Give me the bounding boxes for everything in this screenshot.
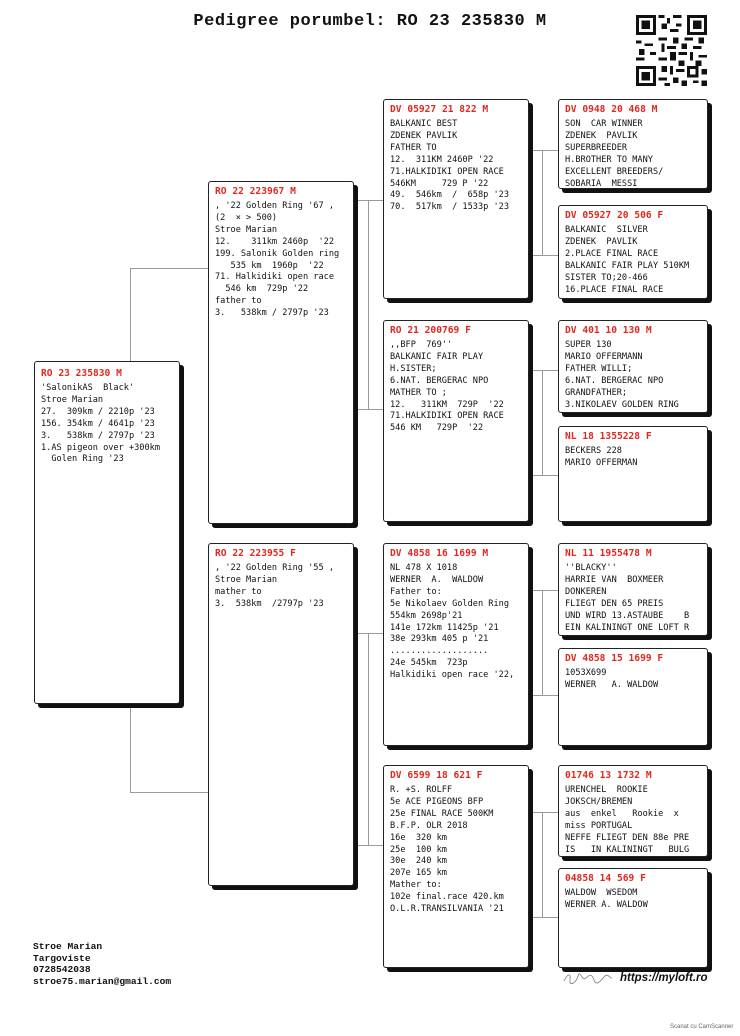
pedigree-line: ZDENEK PAVLIK bbox=[565, 130, 638, 141]
website-link[interactable]: https://myloft.ro bbox=[620, 972, 708, 984]
pedigree-line: , '22 Golden Ring '55 , bbox=[215, 563, 334, 573]
connector-line bbox=[542, 590, 543, 695]
connector-line bbox=[542, 812, 543, 917]
card-text bbox=[565, 785, 701, 856]
pedigree-line: ,,BFP 769'' bbox=[390, 340, 453, 350]
pedigree-line: SUPER 130 bbox=[565, 340, 612, 350]
pedigree-line: 25e 100 km bbox=[390, 844, 447, 855]
pedigree-line: SISTER TO;20-466 bbox=[565, 272, 648, 283]
pedigree-line: aus enkel Rookie x bbox=[565, 808, 679, 819]
card-text bbox=[565, 225, 701, 296]
ring-number: DV 4858 16 1699 M bbox=[390, 548, 489, 559]
owner-name: Stroe Marian bbox=[33, 941, 103, 952]
pedigree-line: BALKANIC BEST bbox=[390, 119, 458, 129]
connector-line bbox=[542, 370, 543, 475]
pedigree-line: 71. Halkidiki open race bbox=[215, 272, 334, 283]
connector-line bbox=[530, 695, 558, 696]
pedigree-line: R. +S. ROLFF bbox=[390, 785, 453, 795]
owner-contact bbox=[33, 941, 171, 987]
card-text bbox=[565, 340, 701, 411]
connector-line bbox=[530, 370, 558, 371]
pedigree-line: 1.AS pigeon over +300km bbox=[41, 442, 160, 453]
card-text bbox=[390, 119, 522, 214]
pedigree-line: H.SISTER; bbox=[390, 363, 437, 374]
card-sire[interactable] bbox=[208, 181, 354, 524]
ring-number: DV 6599 18 621 F bbox=[390, 770, 483, 781]
connector-line bbox=[530, 917, 558, 918]
pedigree-line: 6.NAT. BERGERAC NPO bbox=[565, 375, 664, 386]
pedigree-line: SOBARIA MESSI bbox=[565, 178, 638, 189]
pedigree-line: 102e final.race 420.km bbox=[390, 892, 504, 903]
ring-number: 04858 14 569 F bbox=[565, 873, 646, 884]
ring-number: DV 401 10 130 M bbox=[565, 325, 652, 336]
connector-line bbox=[530, 150, 558, 151]
pedigree-line: 3. 538km /2797p '23 bbox=[215, 598, 324, 609]
pedigree-line: URENCHEL ROOKIE bbox=[565, 785, 648, 795]
card-text bbox=[215, 201, 347, 320]
pedigree-line: miss PORTUGAL bbox=[565, 820, 633, 831]
pedigree-line: GRANDFATHER; bbox=[565, 387, 628, 398]
qr-code-icon[interactable] bbox=[636, 15, 707, 86]
card-dd-dam[interactable] bbox=[558, 868, 708, 968]
pedigree-line: 16.PLACE FINAL RACE bbox=[565, 284, 664, 295]
pedigree-line: 141e 172km 11425p '21 bbox=[390, 622, 499, 633]
connector-line bbox=[355, 200, 383, 201]
pedigree-line: H.BROTHER TO MANY bbox=[565, 154, 653, 165]
pedigree-line: 1053X699 bbox=[565, 668, 607, 678]
pedigree-line: 5e ACE PIGEONS BFP bbox=[390, 796, 484, 807]
pedigree-line: 207e 165 km bbox=[390, 868, 447, 879]
card-ds-dam[interactable] bbox=[558, 648, 708, 746]
pedigree-line: 554km 2698p'21 bbox=[390, 610, 463, 621]
pedigree-line: 2.PLACE FINAL RACE bbox=[565, 248, 659, 259]
connector-line bbox=[368, 633, 369, 845]
pedigree-line: 38e 293km 405 p '21 bbox=[390, 634, 489, 645]
pedigree-line: B.F.P. OLR 2018 bbox=[390, 820, 468, 831]
pedigree-line: NEFFE FLIEGT DEN 88e PRE bbox=[565, 832, 690, 843]
connector-line bbox=[530, 812, 558, 813]
pedigree-line: SUPERBREEDER bbox=[565, 142, 628, 153]
pedigree-line: ZDENEK PAVLIK bbox=[565, 236, 638, 247]
pedigree-line: Golen Ring '23 bbox=[41, 454, 124, 465]
connector-line bbox=[130, 792, 208, 793]
ring-number: DV 4858 15 1699 F bbox=[565, 653, 664, 664]
pedigree-line: SON CAR WINNER bbox=[565, 119, 643, 129]
connector-line bbox=[355, 409, 383, 410]
card-subject[interactable] bbox=[34, 361, 180, 704]
pedigree-line: 30e 240 km bbox=[390, 856, 447, 867]
pedigree-line: 12. 311KM 2460P '22 bbox=[390, 154, 494, 165]
pedigree-line: father to bbox=[215, 296, 262, 307]
card-ss-sire[interactable] bbox=[558, 99, 708, 189]
card-text bbox=[565, 563, 701, 634]
ring-number: RO 22 223955 F bbox=[215, 548, 296, 559]
card-text bbox=[390, 563, 522, 682]
pedigree-line: 12. 311km 2460p '22 bbox=[215, 236, 334, 247]
card-sire-dam[interactable] bbox=[383, 320, 529, 522]
connector-line bbox=[130, 268, 208, 269]
pedigree-line: BALKANIC FAIR PLAY 510KM bbox=[565, 260, 690, 271]
pedigree-line: Mather to: bbox=[390, 880, 442, 891]
connector-line bbox=[355, 845, 383, 846]
pedigree-line: WERNER A. WALDOW bbox=[565, 899, 648, 910]
connector-line bbox=[530, 475, 558, 476]
pedigree-line: WERNER A. WALDOW bbox=[390, 574, 484, 585]
ring-number: RO 22 223967 M bbox=[215, 186, 296, 197]
ring-number: NL 18 1355228 F bbox=[565, 431, 652, 442]
card-text bbox=[390, 785, 522, 916]
connector-line bbox=[355, 633, 383, 634]
ring-number: NL 11 1955478 M bbox=[565, 548, 652, 559]
pedigree-line: mather to bbox=[215, 586, 262, 597]
ring-number: 01746 13 1732 M bbox=[565, 770, 652, 781]
pedigree-line: IS IN KALININGT BULG bbox=[565, 844, 690, 855]
pedigree-line: Stroe Marian bbox=[215, 574, 278, 585]
pedigree-line: Stroe Marian bbox=[215, 224, 278, 235]
pedigree-line: 71.HALKIDIKI OPEN RACE bbox=[390, 411, 504, 422]
pedigree-line: O.L.R.TRANSILVANIA '21 bbox=[390, 904, 504, 915]
pedigree-line: BALKANIC SILVER bbox=[565, 225, 648, 235]
pedigree-line: 5e Nikolaev Golden Ring bbox=[390, 598, 509, 609]
card-dam-sire[interactable] bbox=[383, 543, 529, 746]
card-dd-sire[interactable] bbox=[558, 765, 708, 857]
pedigree-line: NL 478 X 1018 bbox=[390, 563, 458, 573]
pedigree-line: 546 km 729p '22 bbox=[215, 284, 309, 295]
pedigree-line: 3. 538km / 2797p '23 bbox=[41, 430, 155, 441]
pedigree-line: , '22 Golden Ring '67 , bbox=[215, 201, 334, 211]
pedigree-line: 70. 517km / 1533p '23 bbox=[390, 202, 509, 213]
signature-icon bbox=[562, 970, 614, 986]
card-sire-sire[interactable] bbox=[383, 99, 529, 299]
card-text bbox=[215, 563, 347, 611]
owner-phone: 0728542038 bbox=[33, 964, 91, 976]
page-title: Pedigree porumbel: RO 23 235830 M bbox=[193, 12, 547, 31]
pedigree-line: (2 × > 500) bbox=[215, 212, 278, 223]
pedigree-line: 25e FINAL RACE 500KM bbox=[390, 808, 494, 819]
owner-email[interactable]: stroe75.marian@gmail.com bbox=[33, 975, 172, 987]
pedigree-line: WERNER A. WALDOW bbox=[565, 679, 659, 690]
ring-number: DV 05927 20 506 F bbox=[565, 210, 664, 221]
pedigree-line: 546KM 729 P '22 bbox=[390, 178, 489, 189]
card-text bbox=[565, 119, 701, 189]
pedigree-line: BALKANIC FAIR PLAY bbox=[390, 351, 484, 362]
pedigree-line: Stroe Marian bbox=[41, 394, 104, 405]
pedigree-line: 3.NIKOLAEV GOLDEN RING bbox=[565, 399, 679, 410]
scanner-note: Scanat cu CamScanner bbox=[670, 1024, 734, 1030]
card-ss-dam[interactable] bbox=[558, 205, 708, 299]
card-ds-sire[interactable] bbox=[558, 543, 708, 636]
pedigree-line: 199. Salonik Golden ring bbox=[215, 248, 340, 259]
pedigree-line: BECKERS 228 bbox=[565, 446, 622, 456]
ring-number: DV 05927 21 822 M bbox=[390, 104, 489, 115]
pedigree-line: 3. 538km / 2797p '23 bbox=[215, 308, 329, 319]
card-text bbox=[41, 383, 173, 466]
pedigree-line: 12. 311KM 729P '22 bbox=[390, 399, 504, 410]
pedigree-line: 535 km 1960p '22 bbox=[215, 260, 324, 271]
card-text bbox=[390, 340, 522, 435]
pedigree-line: EXCELLENT BREEDERS/ bbox=[565, 166, 664, 177]
ring-number: RO 23 235830 M bbox=[41, 368, 122, 379]
pedigree-line: WALDOW WSEDOM bbox=[565, 888, 638, 898]
pedigree-line: 546 KM 729P '22 bbox=[390, 423, 484, 434]
pedigree-line: 'SalonikAS Black' bbox=[41, 383, 135, 393]
connector-line bbox=[368, 200, 369, 409]
pedigree-line: 16e 320 km bbox=[390, 832, 447, 843]
card-text bbox=[565, 668, 701, 692]
owner-city: Targoviste bbox=[33, 952, 91, 964]
card-text bbox=[565, 888, 701, 912]
ring-number: DV 0948 20 468 M bbox=[565, 104, 658, 115]
pedigree-line: 49. 546km / 658p '23 bbox=[390, 190, 509, 201]
pedigree-line: ''BLACKY'' bbox=[565, 563, 617, 573]
pedigree-line: 6.NAT. BERGERAC NPO bbox=[390, 375, 489, 386]
pedigree-line: MATHER TO ; bbox=[390, 387, 447, 398]
pedigree-line: 71.HALKIDIKI OPEN RACE bbox=[390, 166, 504, 177]
pedigree-line: MARIO OFFERMANN bbox=[565, 351, 643, 362]
connector-line bbox=[530, 590, 558, 591]
pedigree-line: ................... bbox=[390, 646, 489, 657]
pedigree-line: 24e 545km 723p bbox=[390, 658, 468, 669]
pedigree-line: 27. 309km / 2210p '23 bbox=[41, 406, 155, 417]
pedigree-line: EIN KALININGT ONE LOFT R bbox=[565, 622, 690, 633]
pedigree-line: HARRIE VAN BOXMEER bbox=[565, 574, 664, 585]
card-dam-dam[interactable] bbox=[383, 765, 529, 968]
pedigree-line: Halkidiki open race '22, bbox=[390, 670, 515, 681]
pedigree-line: DONKEREN bbox=[565, 586, 607, 597]
ring-number: RO 21 200769 F bbox=[390, 325, 471, 336]
pedigree-line: FATHER TO bbox=[390, 142, 437, 153]
pedigree-line: UND WIRD 13.ASTAUBE B bbox=[565, 610, 690, 621]
card-sd-dam[interactable] bbox=[558, 426, 708, 522]
pedigree-line: ZDENEK PAVLIK bbox=[390, 130, 458, 141]
card-text bbox=[565, 446, 701, 470]
pedigree-line: Father to: bbox=[390, 586, 442, 597]
card-dam[interactable] bbox=[208, 543, 354, 886]
card-sd-sire[interactable] bbox=[558, 320, 708, 413]
pedigree-line: FATHER WILLI; bbox=[565, 363, 633, 374]
connector-line bbox=[542, 150, 543, 255]
connector-line bbox=[530, 255, 558, 256]
pedigree-line: MARIO OFFERMAN bbox=[565, 457, 638, 468]
pedigree-line: 156. 354km / 4641p '23 bbox=[41, 418, 155, 429]
pedigree-line: FLIEGT DEN 65 PREIS bbox=[565, 598, 664, 609]
pedigree-line: JOKSCH/BREMEN bbox=[565, 796, 633, 807]
